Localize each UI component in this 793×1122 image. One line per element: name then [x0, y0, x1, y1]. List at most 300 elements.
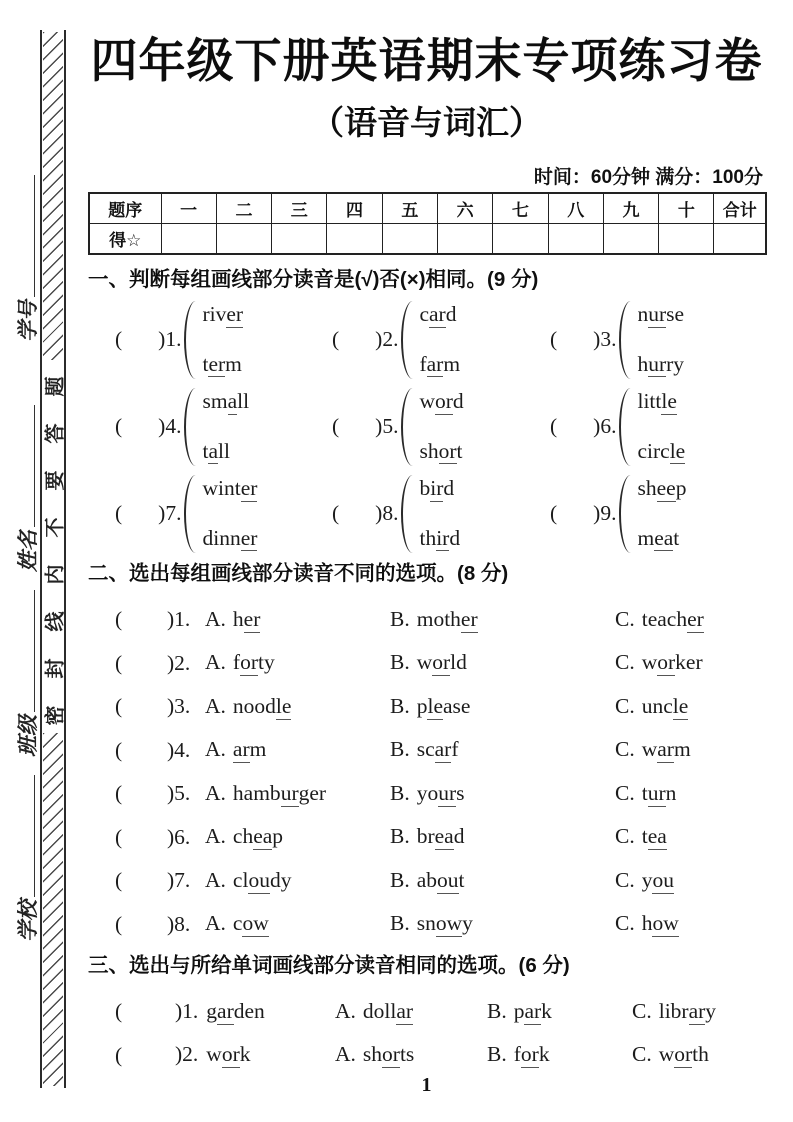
- underlined-segment: ur: [648, 351, 667, 376]
- option-tag: B.: [487, 1042, 507, 1067]
- option-word: [417, 650, 467, 674]
- word-segment: nood: [232, 693, 276, 718]
- word-bottom: [637, 352, 684, 378]
- option-tag: B.: [390, 693, 410, 718]
- score-cell-empty: [327, 224, 382, 255]
- word-segment: dy: [269, 867, 292, 892]
- underlined-segment: ar: [426, 351, 444, 376]
- word-top: [637, 302, 684, 328]
- underlined-segment: ur: [648, 301, 667, 326]
- student-field-label: 班级: [16, 715, 40, 757]
- option-word: [233, 868, 292, 892]
- option-B: [487, 1042, 632, 1068]
- answer-paren-close: ): [167, 694, 175, 719]
- option-word: [642, 911, 679, 935]
- underlined-segment: or: [438, 438, 457, 463]
- item-number: 6.: [600, 414, 617, 438]
- word-segment: f: [451, 737, 459, 762]
- option-C: [632, 999, 765, 1025]
- answer-paren-close: ): [375, 327, 383, 351]
- answer-paren-open: (: [550, 327, 558, 351]
- item-number: 8.: [174, 911, 191, 936]
- paper-title: 四年级下册英语期末专项练习卷: [90, 34, 763, 87]
- word-segment: teach: [641, 606, 688, 631]
- choice-question-row: [88, 903, 765, 947]
- word-segment: d: [453, 824, 465, 849]
- answer-slot: [88, 999, 175, 1024]
- score-table-header-cell: 五: [382, 193, 437, 224]
- option-word: [233, 824, 283, 848]
- answer-paren-close: ): [593, 414, 601, 438]
- word-segment: unc: [641, 693, 673, 718]
- option-A: [205, 650, 390, 676]
- option-tag: B.: [390, 606, 410, 631]
- item-label: [167, 694, 205, 719]
- score-table-header-cell: 二: [216, 193, 271, 224]
- item-label: [167, 651, 205, 676]
- item-number: 2.: [382, 327, 399, 351]
- student-field-label: 学号: [16, 300, 40, 342]
- underlined-segment: a: [227, 388, 238, 413]
- word-segment: th: [419, 525, 437, 550]
- paper-subtitle: （语音与词汇）: [311, 104, 542, 141]
- word-segment: k: [239, 1042, 251, 1067]
- option-tag: B.: [390, 867, 410, 892]
- word-segment: y: [462, 911, 473, 936]
- word-bottom: [637, 439, 685, 465]
- answer-slot: [88, 1043, 175, 1068]
- word-segment: libr: [658, 998, 689, 1023]
- word-segment: sh: [637, 475, 657, 500]
- option-word: [642, 607, 704, 631]
- answer-paren-close: ): [167, 824, 175, 849]
- pair-brace: [619, 475, 633, 553]
- score-table-header-row: [89, 193, 766, 224]
- answer-slot: [88, 912, 167, 937]
- option-A: [335, 1042, 487, 1068]
- underlined-segment: or: [657, 650, 676, 675]
- score-table-header-cell: 四: [327, 193, 382, 224]
- option-tag: A.: [205, 650, 226, 675]
- answer-paren-open: (: [115, 824, 123, 849]
- option-tag: C.: [615, 867, 635, 892]
- item-label: [593, 501, 616, 526]
- word-segment: g: [206, 998, 218, 1023]
- word-top: [637, 476, 686, 502]
- word-top: [202, 389, 249, 415]
- item-label: [167, 912, 205, 937]
- item-label: [375, 414, 398, 439]
- word-segment: ts: [399, 1042, 415, 1067]
- item-label: [158, 501, 181, 526]
- item-label: [158, 327, 181, 352]
- word-segment: y: [641, 867, 653, 892]
- sound-pair-item: [523, 383, 765, 470]
- word-segment: den: [233, 998, 265, 1023]
- word-segment: sh: [362, 1042, 383, 1067]
- underlined-segment: er: [240, 475, 258, 500]
- word-bottom: [637, 526, 686, 552]
- word-bottom: [202, 439, 249, 465]
- underlined-segment: or: [432, 650, 451, 675]
- item-number: 7.: [174, 868, 191, 893]
- option-word: [417, 911, 473, 935]
- option-tag: A.: [205, 867, 226, 892]
- seal-text-char: 密: [44, 705, 67, 726]
- word-segment: d: [452, 388, 464, 413]
- item-label: [167, 738, 205, 763]
- underlined-segment: or: [435, 388, 453, 413]
- section3-items: [88, 990, 765, 1077]
- word-segment: w: [419, 388, 435, 413]
- word-segment: litt: [637, 388, 662, 413]
- option-B: [390, 868, 615, 894]
- underlined-segment: ar: [429, 301, 446, 326]
- item-label: [175, 999, 335, 1025]
- option-tag: A.: [205, 780, 226, 805]
- answer-paren-open: (: [115, 781, 123, 806]
- underlined-segment: ar: [217, 998, 234, 1023]
- word-segment: f: [513, 1042, 521, 1067]
- word-segment: w: [641, 737, 658, 762]
- option-tag: B.: [390, 911, 410, 936]
- word-segment: br: [416, 824, 435, 849]
- answer-paren-open: (: [115, 501, 123, 525]
- word-segment: h: [637, 351, 649, 376]
- item-label: [375, 327, 398, 352]
- word-segment: p: [272, 824, 284, 849]
- student-field: [12, 380, 38, 572]
- word-segment: w: [416, 650, 433, 675]
- option-word: [642, 694, 689, 718]
- answer-paren-close: ): [158, 414, 166, 438]
- word-segment: p: [675, 475, 687, 500]
- word-top: [202, 476, 257, 502]
- word-segment: w: [658, 1042, 675, 1067]
- seal-text-char: 题: [44, 376, 67, 397]
- word-segment: c: [232, 911, 243, 936]
- choice-question-row: [88, 642, 765, 686]
- underlined-segment: ow: [435, 911, 463, 936]
- choice-question-row: [88, 729, 765, 773]
- item-number: 1.: [174, 607, 191, 632]
- underlined-segment: ur: [647, 780, 666, 805]
- answer-paren-open: (: [115, 737, 123, 762]
- fill-in-blank-line: [17, 590, 35, 712]
- option-B: [390, 911, 615, 937]
- word-segment: se: [666, 301, 685, 326]
- sound-pair-item: [305, 296, 523, 383]
- word-segment: ll: [218, 438, 230, 463]
- answer-paren-close: ): [167, 868, 175, 893]
- word-segment: n: [637, 301, 649, 326]
- section1-row: [88, 296, 765, 383]
- word-stack: [202, 302, 243, 377]
- pair-brace: [619, 388, 633, 466]
- option-tag: B.: [390, 824, 410, 849]
- option-word: [233, 781, 326, 805]
- sound-pair-item: [88, 470, 305, 557]
- underlined-segment: ou: [437, 867, 459, 892]
- word-stack: [419, 302, 460, 377]
- word-stack: [637, 302, 684, 377]
- seal-text-char: 内: [44, 564, 67, 585]
- underlined-segment: ar: [396, 998, 414, 1023]
- answer-paren-open: (: [115, 911, 123, 936]
- option-A: [205, 694, 390, 720]
- word-segment: wint: [202, 475, 241, 500]
- underlined-segment: or: [520, 1042, 539, 1067]
- section1-row: [88, 383, 765, 470]
- choice-question-row: [88, 816, 765, 860]
- item-label: [167, 825, 205, 850]
- word-segment: h: [641, 911, 653, 936]
- answer-paren-open: (: [115, 868, 123, 893]
- choice-question-row: [88, 990, 765, 1034]
- answer-paren-open: (: [115, 327, 123, 351]
- option-C: [615, 781, 765, 807]
- option-B: [390, 781, 615, 807]
- option-tag: A.: [335, 1042, 356, 1067]
- answer-paren-open: (: [115, 650, 123, 675]
- underlined-segment: er: [243, 606, 261, 631]
- fill-in-blank-line: [17, 775, 35, 897]
- option-C: [615, 607, 765, 633]
- word-segment: sh: [419, 438, 439, 463]
- word-segment: c: [419, 301, 430, 326]
- word-segment: k: [538, 1042, 550, 1067]
- option-tag: C.: [615, 650, 635, 675]
- option-tag: B.: [390, 650, 410, 675]
- word-segment: n: [665, 780, 677, 805]
- option-tag: A.: [335, 998, 356, 1023]
- option-tag: A.: [205, 911, 226, 936]
- word-segment: p: [513, 998, 525, 1023]
- answer-slot: [88, 738, 167, 763]
- option-C: [615, 650, 765, 676]
- underlined-segment: ea: [253, 824, 273, 849]
- option-tag: C.: [615, 693, 635, 718]
- section1-row: [88, 470, 765, 557]
- option-B: [390, 824, 615, 850]
- seal-text-char: 要: [44, 470, 67, 491]
- option-A: [205, 737, 390, 763]
- sound-pair-item: [523, 470, 765, 557]
- score-cell-empty: [548, 224, 603, 255]
- word-segment: k: [541, 998, 552, 1023]
- option-A: [205, 781, 390, 807]
- underlined-segment: or: [221, 1042, 240, 1067]
- option-word: [233, 911, 269, 935]
- seal-text-char: 答: [44, 423, 67, 444]
- word-segment: m: [443, 351, 461, 376]
- underlined-segment: ea: [654, 525, 674, 550]
- answer-paren-open: (: [332, 414, 340, 438]
- word-segment: moth: [416, 606, 461, 631]
- word-segment: b: [419, 475, 431, 500]
- score-table-score-row: [89, 224, 766, 255]
- option-word: [514, 999, 552, 1023]
- word-segment: dinn: [202, 525, 241, 550]
- underlined-segment: ee: [656, 475, 676, 500]
- item-number: 3.: [600, 327, 617, 351]
- item-number: 9.: [600, 501, 617, 525]
- word-segment: s: [456, 780, 465, 805]
- hatch-pattern-bottom: [43, 733, 63, 1086]
- sound-pair-item: [88, 296, 305, 383]
- word-segment: d: [449, 525, 461, 550]
- option-word: [233, 694, 292, 718]
- word-segment: cl: [232, 867, 249, 892]
- option-tag: A.: [205, 737, 226, 762]
- score-table-header-cell: 六: [437, 193, 492, 224]
- answer-paren-open: (: [115, 999, 123, 1024]
- word-segment: h: [232, 606, 244, 631]
- option-word: [417, 607, 478, 631]
- option-word: [233, 607, 260, 631]
- option-word: [363, 999, 413, 1023]
- choice-question-row: [88, 772, 765, 816]
- option-tag: A.: [205, 824, 226, 849]
- answer-paren-open: (: [550, 501, 558, 525]
- option-tag: B.: [390, 737, 410, 762]
- option-C: [615, 737, 765, 763]
- answer-slot: [88, 825, 167, 850]
- word-segment: doll: [362, 998, 397, 1023]
- option-B: [390, 737, 615, 763]
- item-number: 7.: [165, 501, 182, 525]
- item-number: 2.: [182, 1042, 199, 1067]
- option-A: [205, 607, 390, 633]
- underlined-segment: le: [669, 438, 686, 463]
- word-stack: [419, 476, 460, 551]
- word-segment: yo: [416, 780, 439, 805]
- answer-slot: [88, 651, 167, 676]
- word-segment: ty: [258, 650, 275, 675]
- score-table-header-cell: 八: [548, 193, 603, 224]
- option-A: [205, 824, 390, 850]
- option-word: [363, 1042, 414, 1066]
- fill-in-blank-line: [17, 175, 35, 297]
- answer-paren-close: ): [167, 781, 175, 806]
- word-stack: [637, 389, 685, 464]
- option-word: [659, 999, 716, 1023]
- underlined-segment: ow: [242, 911, 269, 936]
- answer-slot: [88, 694, 167, 719]
- score-table-header-cell: 题序: [89, 193, 161, 224]
- word-segment: ll: [237, 388, 250, 413]
- word-segment: t: [673, 525, 680, 550]
- word-segment: sn: [416, 911, 436, 936]
- option-word: [659, 1042, 709, 1066]
- item-label: [167, 868, 205, 893]
- underlined-segment: er: [460, 606, 478, 631]
- item-label: [158, 414, 181, 439]
- score-table: [88, 192, 767, 255]
- underlined-segment: ea: [434, 824, 454, 849]
- section1-heading: 一、判断每组画线部分读音是(√)否(×)相同。(9 分): [88, 268, 539, 291]
- underlined-segment: ir: [436, 525, 450, 550]
- word-segment: th: [692, 1042, 709, 1067]
- word-segment: t: [202, 351, 209, 376]
- item-number: 2.: [174, 650, 191, 675]
- section1-items: [88, 296, 765, 557]
- option-tag: C.: [615, 780, 635, 805]
- item-label: [175, 1042, 335, 1068]
- word-segment: ab: [416, 867, 438, 892]
- score-cell-empty: [272, 224, 327, 255]
- option-word: [514, 1042, 550, 1066]
- word-segment: sm: [202, 388, 228, 413]
- word-segment: m: [673, 737, 691, 762]
- word-top: [202, 302, 243, 328]
- underlined-segment: le: [672, 693, 689, 718]
- option-tag: B.: [487, 998, 507, 1023]
- option-C: [615, 824, 765, 850]
- score-table-header-cell: 九: [603, 193, 658, 224]
- word-segment: ase: [443, 693, 471, 718]
- score-table-header-cell: 一: [161, 193, 216, 224]
- option-word: [417, 781, 465, 805]
- choice-question-row: [88, 685, 765, 729]
- time-score-info: 时间：60分钟 满分：100分: [533, 167, 763, 188]
- underlined-segment: ar: [657, 737, 674, 762]
- item-label: [593, 327, 616, 352]
- answer-slot: [88, 781, 167, 806]
- word-stack: [202, 476, 257, 551]
- pair-brace: [401, 301, 415, 379]
- word-segment: t: [456, 438, 463, 463]
- word-top: [637, 389, 685, 415]
- sound-pair-item: [305, 383, 523, 470]
- word-segment: t: [641, 824, 648, 849]
- answer-paren-close: ): [593, 501, 601, 525]
- underlined-segment: le: [661, 388, 677, 413]
- choice-question-row: [88, 859, 765, 903]
- word-segment: y: [705, 998, 717, 1023]
- word-stack: [419, 389, 463, 464]
- score-cell-empty: [382, 224, 437, 255]
- word-segment: ld: [450, 650, 467, 675]
- score-table-header-cell: 三: [272, 193, 327, 224]
- option-A: [335, 999, 487, 1025]
- underlined-segment: a: [208, 438, 218, 463]
- word-segment: ker: [675, 650, 703, 675]
- pair-brace: [184, 301, 198, 379]
- answer-paren-close: ): [375, 501, 383, 525]
- underlined-segment: ow: [652, 911, 679, 936]
- option-tag: C.: [615, 911, 635, 936]
- option-word: [642, 868, 674, 892]
- score-cell-empty: [493, 224, 548, 255]
- answer-paren-open: (: [550, 414, 558, 438]
- underlined-segment: le: [427, 693, 443, 718]
- word-segment: t: [202, 438, 209, 463]
- option-tag: A.: [205, 606, 226, 631]
- underlined-segment: ou: [652, 867, 674, 892]
- item-number: 1.: [165, 327, 182, 351]
- answer-paren-close: ): [167, 607, 175, 632]
- item-number: 4.: [165, 414, 182, 438]
- page-number: 1: [421, 1074, 432, 1096]
- answer-paren-close: ): [158, 327, 166, 351]
- given-word: [206, 1042, 250, 1066]
- item-number: 6.: [174, 824, 191, 849]
- item-number: 8.: [382, 501, 399, 525]
- answer-slot: [88, 607, 167, 632]
- answer-paren-open: (: [115, 414, 123, 438]
- score-table-header-cell: 七: [493, 193, 548, 224]
